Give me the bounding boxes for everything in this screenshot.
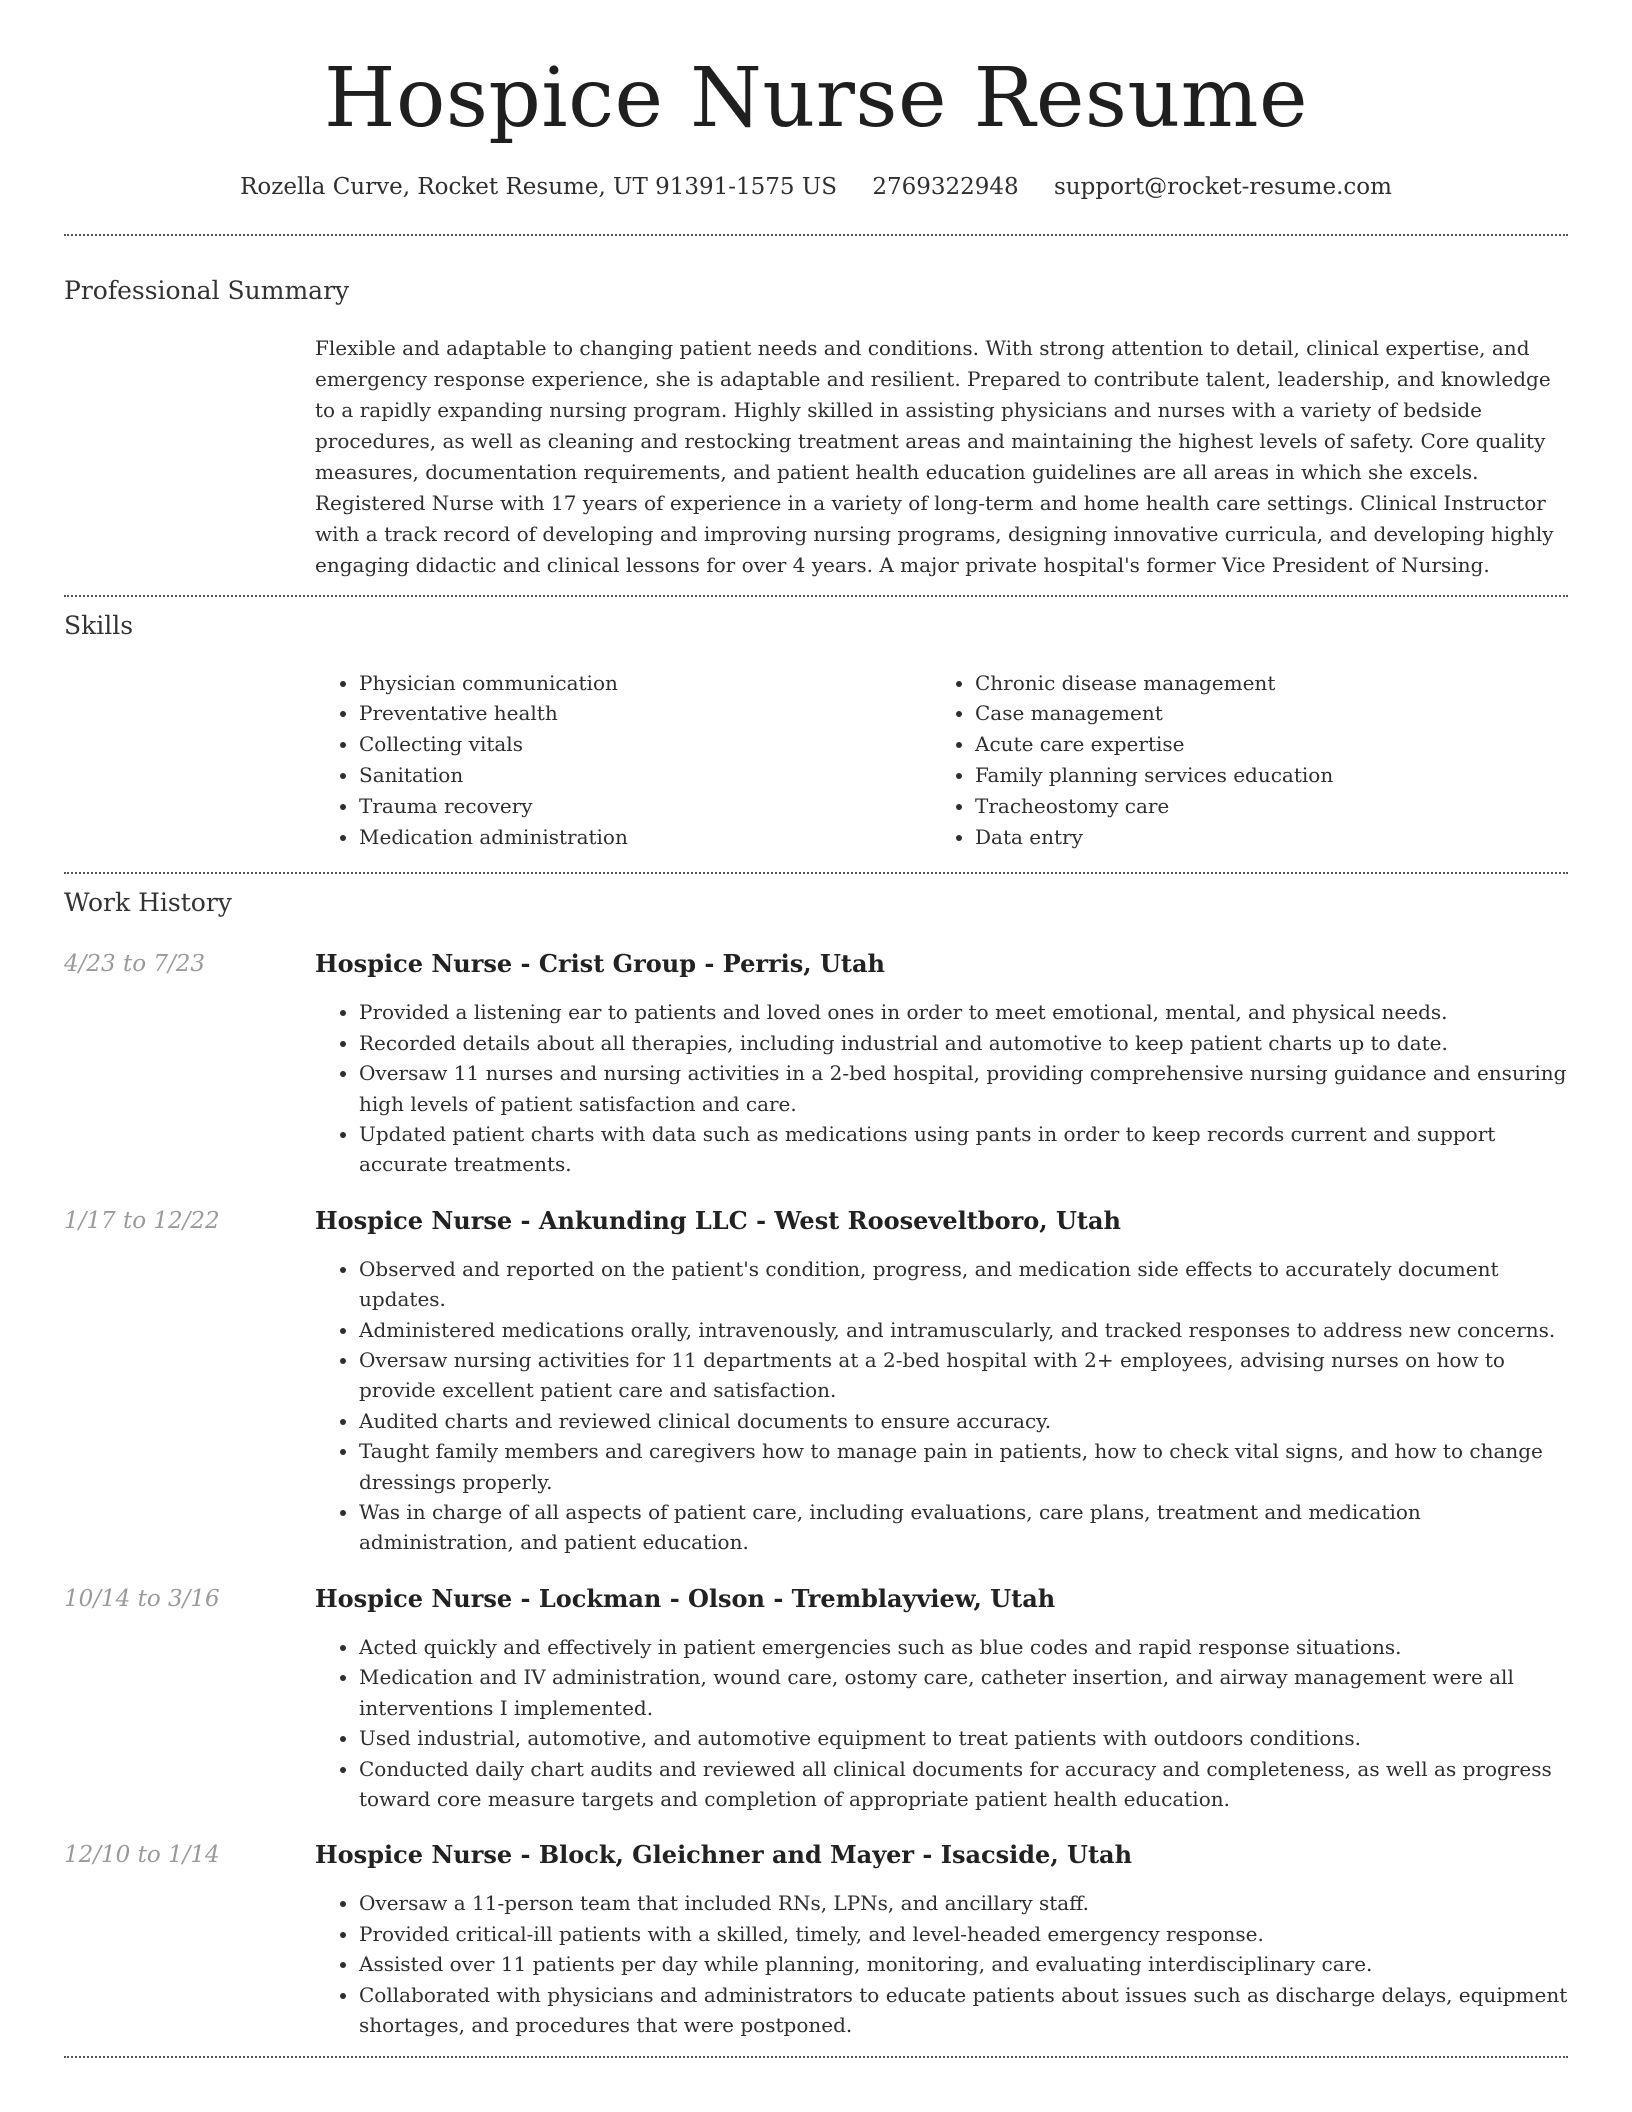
skill-item: • Case management xyxy=(975,698,1545,729)
job-entry xyxy=(64,1206,1568,1558)
summary-section xyxy=(64,276,1568,595)
work-heading: Work History xyxy=(64,888,232,918)
job-dates: 10/14 to 3/16 xyxy=(64,1585,220,1612)
job-heading: Hospice Nurse - Block, Gleichner and Mayer - Isacside, Utah xyxy=(315,1840,1133,1870)
skill-item: • Sanitation xyxy=(359,760,929,791)
contact-email: support@rocket-resume.com xyxy=(1054,174,1392,200)
skill-item: • Preventative health xyxy=(359,698,929,729)
skill-item: • Physician communication xyxy=(359,668,929,699)
job-bullet: • Updated patient charts with data such as medications using pants in order to keep records current and support accurate treatments. xyxy=(359,1119,1568,1180)
skills-section xyxy=(64,611,1568,873)
job-bullets xyxy=(315,1254,1568,1558)
job-bullet: • Was in charge of all aspects of patient care, including evaluations, care plans, treatment and medication administration, and patient education. xyxy=(359,1497,1568,1558)
job-bullet: • Medication and IV administration, wound care, ostomy care, catheter insertion, and airway management were all interventions I implemented. xyxy=(359,1662,1568,1723)
job-bullets xyxy=(315,1632,1568,1814)
skill-item: • Medication administration xyxy=(359,822,929,853)
job-heading: Hospice Nurse - Lockman - Olson - Tremblayview, Utah xyxy=(315,1583,1056,1613)
skill-item: • Collecting vitals xyxy=(359,729,929,760)
divider xyxy=(64,872,1568,874)
skills-heading: Skills xyxy=(64,610,134,640)
summary-text: Flexible and adaptable to changing patient needs and conditions. With strong attention to detail, clinical expertise, and emergency response experience, she is adaptable and resilient. Prepared to contribute talent, leadership, and knowledge to a rapidly expanding nursing program. Highly skilled in assisting physicians and nurses with a variety of bedside procedures, as well as cleaning and restocking treatment areas and maintaining the highest levels of safety. Core quality measures, documentation requirements, and patient health education guidelines are all areas in which she excels. Registered Nurse with 17 years of experience in a variety of long-term and home health care settings. Clinical Instructor with a track record of developing and improving nursing programs, designing innovative curricula, and developing highly engaging didactic and clinical lessons for over 4 years. A major private hospital's former Vice President of Nursing. xyxy=(315,335,1554,577)
job-body xyxy=(315,1584,1568,1814)
job-bullets xyxy=(315,1888,1568,2040)
job-dates: 12/10 to 1/14 xyxy=(64,1842,220,1869)
skill-item: • Data entry xyxy=(975,822,1545,853)
work-history-section xyxy=(64,888,1568,2040)
job-bullet: • Collaborated with physicians and administrators to educate patients about issues such as discharge delays, equipment shortages, and procedures that were postponed. xyxy=(359,1980,1568,2041)
contact-address: Rozella Curve, Rocket Resume, UT 91391-1575 US xyxy=(240,174,838,200)
job-heading: Hospice Nurse - Ankunding LLC - West Rooseveltboro, Utah xyxy=(315,1205,1121,1235)
page-title: Hospice Nurse Resume xyxy=(323,51,1309,146)
job-entry xyxy=(64,1840,1568,2040)
job-bullet: • Assisted over 11 patients per day while planning, monitoring, and evaluating interdisciplinary care. xyxy=(359,1949,1568,1979)
job-body xyxy=(315,1206,1568,1558)
job-bullet: • Conducted daily chart audits and reviewed all clinical documents for accuracy and completeness, as well as progress toward core measure targets and completion of appropriate patient health education. xyxy=(359,1754,1568,1815)
job-dates: 4/23 to 7/23 xyxy=(64,951,206,978)
contact-line xyxy=(64,174,1568,202)
job-bullet: • Recorded details about all therapies, including industrial and automotive to keep patient charts up to date. xyxy=(359,1028,1568,1058)
job-bullet: • Taught family members and caregivers how to manage pain in patients, how to check vital signs, and how to change dressings properly. xyxy=(359,1436,1568,1497)
job-bullet: • Audited charts and reviewed clinical documents to ensure accuracy. xyxy=(359,1406,1568,1436)
skills-list-left xyxy=(315,668,929,853)
job-body xyxy=(315,1840,1568,2040)
skill-item: • Acute care expertise xyxy=(975,729,1545,760)
skill-item: • Tracheostomy care xyxy=(975,791,1545,822)
job-bullet: • Acted quickly and effectively in patient emergencies such as blue codes and rapid response situations. xyxy=(359,1632,1568,1662)
job-dates: 1/17 to 12/22 xyxy=(64,1207,220,1234)
job-entry xyxy=(64,949,1568,1179)
divider xyxy=(64,234,1568,236)
skill-item: • Chronic disease management xyxy=(975,668,1545,699)
job-bullets xyxy=(315,997,1568,1179)
skills-list-right xyxy=(929,668,1545,853)
job-body xyxy=(315,949,1568,1179)
divider xyxy=(64,595,1568,597)
summary-heading: Professional Summary xyxy=(64,275,350,305)
job-bullet: • Provided a listening ear to patients and loved ones in order to meet emotional, mental, and physical needs. xyxy=(359,997,1568,1027)
job-bullet: • Provided critical-ill patients with a skilled, timely, and level-headed emergency response. xyxy=(359,1919,1568,1949)
job-entry xyxy=(64,1584,1568,1814)
job-heading: Hospice Nurse - Crist Group - Perris, Utah xyxy=(315,949,885,979)
contact-phone: 2769322948 xyxy=(872,174,1019,200)
job-bullet: • Used industrial, automotive, and automotive equipment to treat patients with outdoors conditions. xyxy=(359,1723,1568,1753)
job-bullet: • Oversaw nursing activities for 11 departments at a 2-bed hospital with 2+ employees, advising nurses on how to provide excellent patient care and satisfaction. xyxy=(359,1345,1568,1406)
skill-item: • Family planning services education xyxy=(975,760,1545,791)
job-bullet: • Oversaw a 11-person team that included RNs, LPNs, and ancillary staff. xyxy=(359,1888,1568,1918)
job-bullet: • Observed and reported on the patient's condition, progress, and medication side effects to accurately document updates. xyxy=(359,1254,1568,1315)
skill-item: • Trauma recovery xyxy=(359,791,929,822)
skills-columns xyxy=(315,668,1568,873)
divider xyxy=(64,2056,1568,2058)
job-bullet: • Oversaw 11 nurses and nursing activities in a 2-bed hospital, providing comprehensive nursing guidance and ensuring high levels of patient satisfaction and care. xyxy=(359,1058,1568,1119)
job-bullet: • Administered medications orally, intravenously, and intramuscularly, and tracked responses to address new concerns. xyxy=(359,1315,1568,1345)
